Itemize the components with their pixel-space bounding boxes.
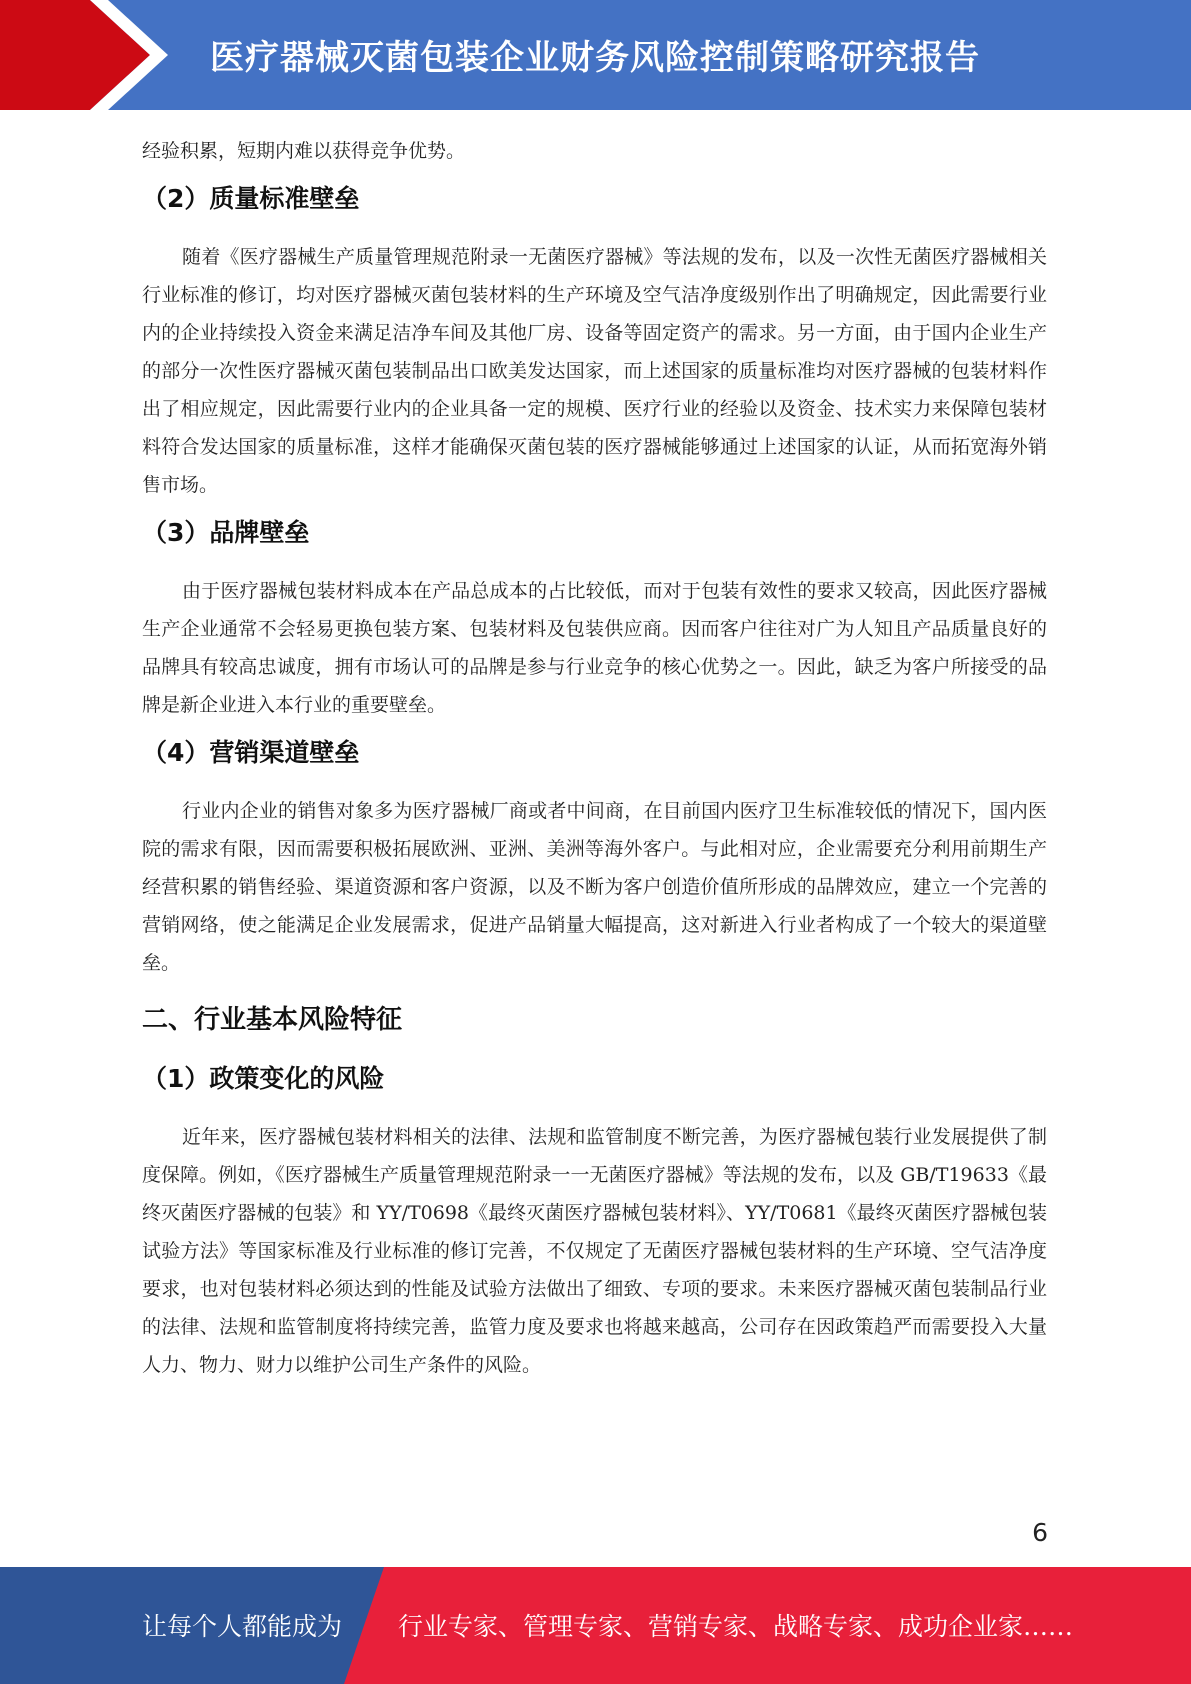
header-red-arrow xyxy=(0,0,150,110)
heading-industry-risks: 二、行业基本风险特征 xyxy=(142,1005,403,1035)
paragraph-brand-barrier: 由于医疗器械包装材料成本在产品总成本的占比较低，而对于包装有效性的要求又较高，因此医疗器械生产企业通常不会轻易更换包装方案、包装材料及包装供应商。因而客户往往对广为人知且产品质量良好的品牌具有较高忠诚度，拥有市场认可的品牌是参与行业竞争的核心优势之一。因此，缺乏为客户所接受的品牌是新企业进入本行业的重要壁垒。 xyxy=(142,580,1047,716)
document-body xyxy=(142,132,1047,1384)
page-header xyxy=(0,0,1191,110)
page-number: 6 xyxy=(1032,1518,1048,1547)
footer-slogan-right: 行业专家、管理专家、营销专家、战略专家、成功企业家…… xyxy=(398,1612,1074,1641)
heading-brand-barrier: （3）品牌壁垒 xyxy=(142,518,310,547)
report-title: 医疗器械灭菌包装企业财务风险控制策略研究报告 xyxy=(210,38,980,78)
paragraph-continuation: 经验积累，短期内难以获得竞争优势。 xyxy=(142,140,466,162)
page-footer xyxy=(0,1567,1191,1684)
heading-policy-risk: （1）政策变化的风险 xyxy=(142,1064,385,1093)
paragraph-policy-risk: 近年来，医疗器械包装材料相关的法律、法规和监管制度不断完善，为医疗器械包装行业发展提供了制度保障。例如，《医疗器械生产质量管理规范附录一一无菌医疗器械》等法规的发布，以及 GB/T19633《最终灭菌医疗器械的包装》和 YY/T0698《最终灭菌医疗器械包装材料》、YY/T0681《最终灭菌医疗器械包装试验方法》等国家标准及行业标准的修订完善，不仅规定了无菌医疗器械包装材料的生产环境、空气洁净度要求，也对包装材料必须达到的性能及试验方法做出了细致、专项的要求。未来医疗器械灭菌包装制品行业的法律、法规和监管制度将持续完善，监管力度及要求也将越来越高，公司存在因政策趋严而需要投入大量人力、物力、财力以维护公司生产条件的风险。 xyxy=(142,1126,1047,1376)
heading-channel-barrier: （4）营销渠道壁垒 xyxy=(142,738,360,767)
footer-slogan-left: 让每个人都能成为 xyxy=(142,1612,343,1641)
heading-quality-barrier: （2）质量标准壁垒 xyxy=(142,184,360,213)
paragraph-quality-barrier: 随着《医疗器械生产质量管理规范附录一无菌医疗器械》等法规的发布，以及一次性无菌医疗器械相关行业标准的修订，均对医疗器械灭菌包装材料的生产环境及空气洁净度级别作出了明确规定，因此需要行业内的企业持续投入资金来满足洁净车间及其他厂房、设备等固定资产的需求。另一方面，由于国内企业生产的部分一次性医疗器械灭菌包装制品出口欧美发达国家，而上述国家的质量标准均对医疗器械的包装材料作出了相应规定，因此需要行业内的企业具备一定的规模、医疗行业的经验以及资金、技术实力来保障包装材料符合发达国家的质量标准，这样才能确保灭菌包装的医疗器械能够通过上述国家的认证，从而拓宽海外销售市场。 xyxy=(142,246,1047,496)
paragraph-channel-barrier: 行业内企业的销售对象多为医疗器械厂商或者中间商，在目前国内医疗卫生标准较低的情况下，国内医院的需求有限，因而需要积极拓展欧洲、亚洲、美洲等海外客户。与此相对应，企业需要充分利用前期生产经营积累的销售经验、渠道资源和客户资源，以及不断为客户创造价值所形成的品牌效应，建立一个完善的营销网络，使之能满足企业发展需求，促进产品销量大幅提高，这对新进入行业者构成了一个较大的渠道壁垒。 xyxy=(142,800,1047,974)
